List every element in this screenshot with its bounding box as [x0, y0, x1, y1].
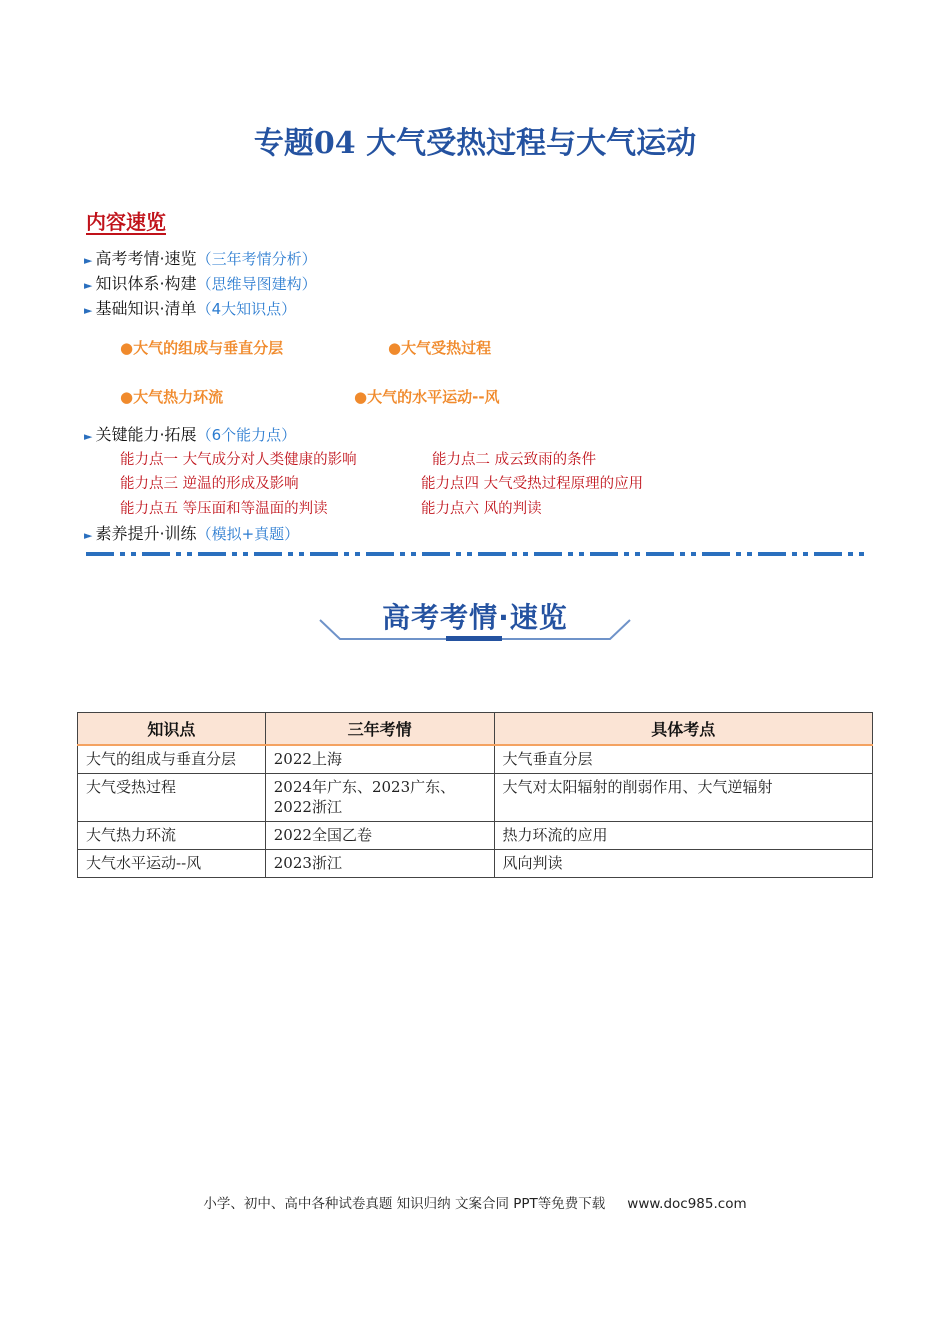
table-row: [78, 822, 873, 850]
triangle-bullet-icon: ►: [84, 254, 93, 267]
table-cell: 大气垂直分层: [494, 745, 873, 774]
table-cell: 2022上海: [265, 745, 494, 774]
toc-item-label: 高考考情·速览: [95, 249, 197, 268]
knowledge-point-2: ●大气受热过程: [388, 339, 492, 357]
table-cell: 大气水平运动--风: [78, 850, 266, 878]
toc-item-knowledge-system[interactable]: [84, 271, 317, 294]
exam-overview-table: [77, 712, 873, 878]
column-header: 三年考情: [265, 713, 494, 746]
triangle-bullet-icon: ►: [84, 279, 93, 292]
toc-item-note: （三年考情分析）: [196, 250, 317, 268]
table-cell: 大气受热过程: [78, 774, 266, 822]
triangle-bullet-icon: ►: [84, 430, 93, 443]
table-row: [78, 850, 873, 878]
toc-heading: 内容速览: [86, 210, 166, 234]
knowledge-point-3: ●大气热力环流: [120, 388, 224, 406]
knowledge-point-4: ●大气的水平运动--风: [354, 388, 500, 406]
footer-url-link[interactable]: www.doc985.com: [627, 1196, 747, 1212]
toc-item-literacy-training[interactable]: [84, 521, 299, 544]
table-row: [78, 774, 873, 822]
page-title: 专题04 大气受热过程与大气运动: [253, 126, 697, 161]
table-cell: 风向判读: [494, 850, 873, 878]
toc-item-label: 基础知识·清单: [95, 299, 197, 318]
toc-item-label: 关键能力·拓展: [95, 425, 197, 444]
footer-text: 小学、初中、高中各种试卷真题 知识归纳 文案合同 PPT等免费下载: [203, 1196, 606, 1212]
table-cell: 大气热力环流: [78, 822, 266, 850]
table-cell: 2022全国乙卷: [265, 822, 494, 850]
ability-point-2: 能力点二 成云致雨的条件: [432, 452, 597, 468]
table-row: [78, 745, 873, 774]
toc-item-basic-knowledge[interactable]: [84, 296, 296, 319]
toc-item-note: （6个能力点）: [196, 426, 297, 444]
ability-point-6: 能力点六 风的判读: [421, 501, 542, 517]
toc-item-label: 知识体系·构建: [95, 274, 197, 293]
toc-item-note: （4大知识点）: [196, 300, 297, 318]
table-cell: 大气的组成与垂直分层: [78, 745, 266, 774]
table-header-row: [78, 713, 873, 746]
table-cell: 2023浙江: [265, 850, 494, 878]
table-cell: 热力环流的应用: [494, 822, 873, 850]
knowledge-point-1: ●大气的组成与垂直分层: [120, 339, 284, 357]
section-banner-title: 高考考情·速览: [382, 601, 568, 634]
toc-item-label: 素养提升·训练: [95, 524, 197, 543]
toc-item-exam-overview[interactable]: [84, 246, 317, 269]
ability-point-4: 能力点四 大气受热过程原理的应用: [421, 476, 644, 492]
triangle-bullet-icon: ►: [84, 304, 93, 317]
dashed-separator: [86, 552, 864, 556]
toc-item-note: （思维导图建构）: [196, 275, 317, 293]
table-cell: 大气对太阳辐射的削弱作用、大气逆辐射: [494, 774, 873, 822]
ability-point-5: 能力点五 等压面和等温面的判读: [120, 501, 328, 517]
page-footer: [0, 1192, 950, 1212]
toc-item-key-abilities[interactable]: [84, 422, 296, 445]
triangle-bullet-icon: ►: [84, 529, 93, 542]
ability-point-3: 能力点三 逆温的形成及影响: [120, 476, 299, 492]
toc-item-note: （模拟+真题）: [196, 525, 300, 543]
column-header: 知识点: [78, 713, 266, 746]
column-header: 具体考点: [494, 713, 873, 746]
table-cell: 2024年广东、2023广东、2022浙江: [265, 774, 494, 822]
ability-point-1: 能力点一 大气成分对人类健康的影响: [120, 452, 357, 468]
